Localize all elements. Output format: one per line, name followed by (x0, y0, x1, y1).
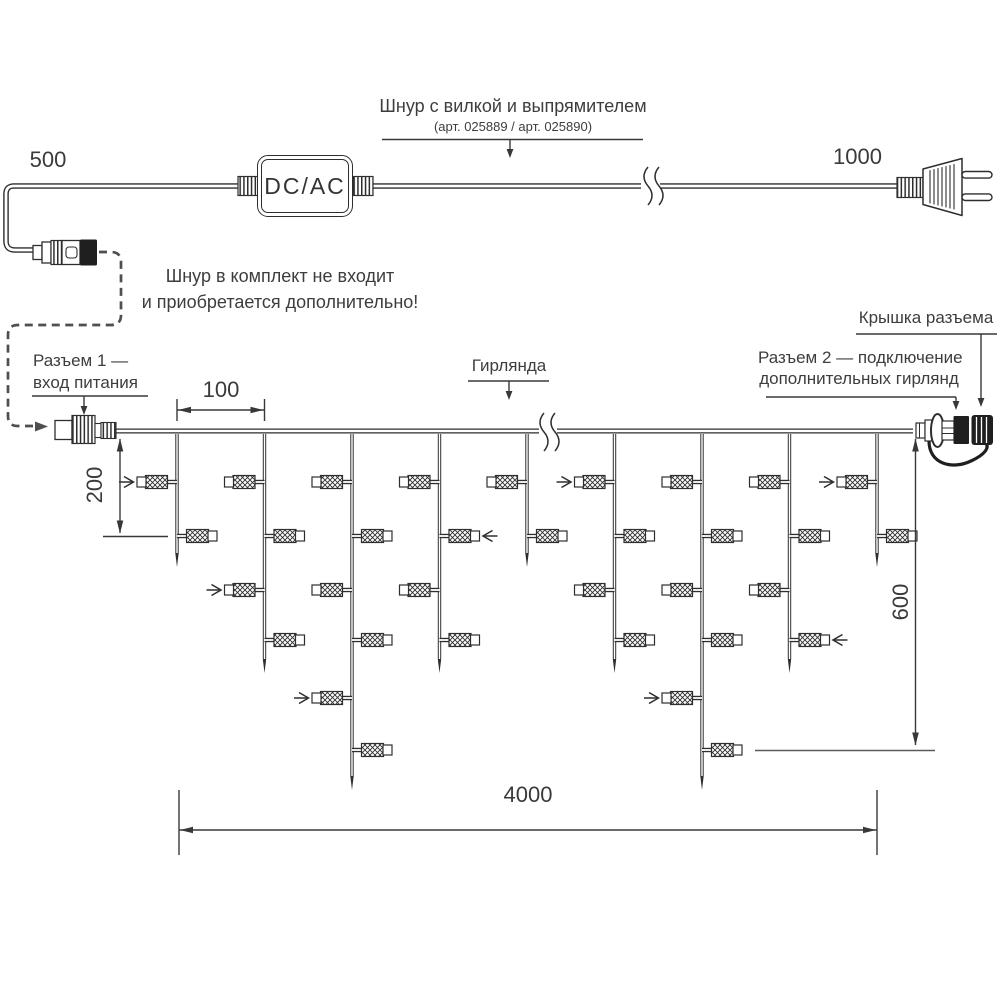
drop-tip-icon (263, 659, 266, 673)
power-input-connector-icon (33, 240, 97, 266)
bulb-icon (790, 530, 830, 543)
drop-tip-icon (525, 553, 528, 567)
garland-label: Гирлянда (471, 356, 547, 375)
bulb-icon (575, 584, 615, 597)
adapter-nub-icon (238, 177, 258, 196)
dim-200: 200 (82, 466, 107, 504)
dim-1000: 1000 (833, 144, 882, 169)
drop-tip-icon (875, 553, 878, 567)
dim-600: 600 (888, 583, 913, 621)
bulb-icon (662, 476, 702, 489)
power-cable-right (373, 167, 897, 205)
garland-drop (644, 434, 742, 790)
flash-arrow-icon (819, 477, 834, 488)
drop-tip-icon (613, 659, 616, 673)
dim-100: 100 (202, 377, 240, 402)
bulb-icon (207, 584, 265, 597)
dimension-arrowheads (117, 407, 919, 834)
drop-tip-icon (788, 659, 791, 673)
flash-arrow-icon (207, 585, 222, 596)
power-plug-icon (897, 159, 992, 216)
bulb-icon (312, 476, 352, 489)
bulb-icon (265, 530, 305, 543)
garland-drop (119, 434, 217, 567)
flash-arrow-icon (557, 477, 572, 488)
drop-tip-icon (700, 776, 703, 790)
bulb-icon (615, 530, 655, 543)
cap-label: Крышка разъема (858, 308, 994, 327)
flash-arrow-icon (833, 635, 848, 646)
garland-drop (487, 434, 567, 567)
bulb-icon (702, 530, 742, 543)
bulb-icon (312, 584, 352, 597)
dc-ac-adapter-inner (261, 159, 349, 213)
flash-arrow-icon (644, 693, 659, 704)
bulb-icon (790, 634, 848, 647)
connector-cap-icon (972, 415, 994, 445)
connector2-label-line2: дополнительных гирлянд (759, 369, 959, 388)
bulb-icon (352, 634, 392, 647)
garland-drops (119, 434, 917, 790)
bulb-icon (400, 584, 440, 597)
garland-wire (114, 413, 913, 451)
bulb-icon (750, 584, 790, 597)
flash-arrow-icon (483, 531, 498, 542)
bulb-icon (352, 744, 392, 757)
drop-tip-icon (175, 553, 178, 567)
bulb-icon (702, 744, 742, 757)
drop-tip-icon (350, 776, 353, 790)
dc-ac-adapter (257, 155, 353, 217)
garland-drop (557, 434, 655, 673)
cable-break-icon (644, 167, 652, 205)
bulb-icon (400, 476, 440, 489)
bulb-icon (527, 530, 567, 543)
dim-500: 500 (29, 147, 67, 172)
flash-arrow-icon (119, 477, 134, 488)
bulb-icon (352, 530, 392, 543)
connector2-icon (916, 414, 993, 465)
bulb-icon (750, 476, 790, 489)
bulb-icon (294, 692, 352, 705)
bulb-icon (644, 692, 702, 705)
bulb-icon (119, 476, 177, 489)
bulb-icon (440, 634, 480, 647)
cord-sku: (арт. 025889 / арт. 025890) (433, 119, 593, 134)
dashed-connection-path (8, 252, 121, 432)
bulb-icon (702, 634, 742, 647)
power-cable-left (6, 186, 241, 250)
bulb-icon (557, 476, 615, 489)
connector1-label-line2: вход питания (33, 373, 138, 392)
connector1-label-line1: Разъем 1 — (33, 351, 129, 370)
connector2-label-line1: Разъем 2 — подключение (758, 348, 963, 367)
garland-drop (400, 434, 498, 673)
bulb-icon (225, 476, 265, 489)
dashed-arrowhead-icon (35, 422, 48, 432)
flash-arrow-icon (294, 693, 309, 704)
bulb-icon (177, 530, 217, 543)
bulb-icon (440, 530, 498, 543)
bulb-icon (877, 530, 917, 543)
garland-drop (750, 434, 848, 673)
bulb-icon (615, 634, 655, 647)
adapter-nub-icon (353, 177, 373, 196)
bulb-icon (487, 476, 527, 489)
bulb-icon (265, 634, 305, 647)
bulb-icon (819, 476, 877, 489)
cord-title: Шнур с вилкой и выпрямителем (379, 96, 647, 116)
wire-break-icon (540, 413, 548, 451)
adapter-label: DC/AC (264, 172, 346, 199)
note-line1: Шнур в комплект не входит (165, 266, 395, 286)
drop-tip-icon (438, 659, 441, 673)
garland-drop (294, 434, 392, 790)
garland-drop (207, 434, 305, 673)
dim-4000: 4000 (503, 782, 553, 807)
note-line2: и приобретается дополнительно! (141, 292, 419, 312)
bulb-icon (662, 584, 702, 597)
